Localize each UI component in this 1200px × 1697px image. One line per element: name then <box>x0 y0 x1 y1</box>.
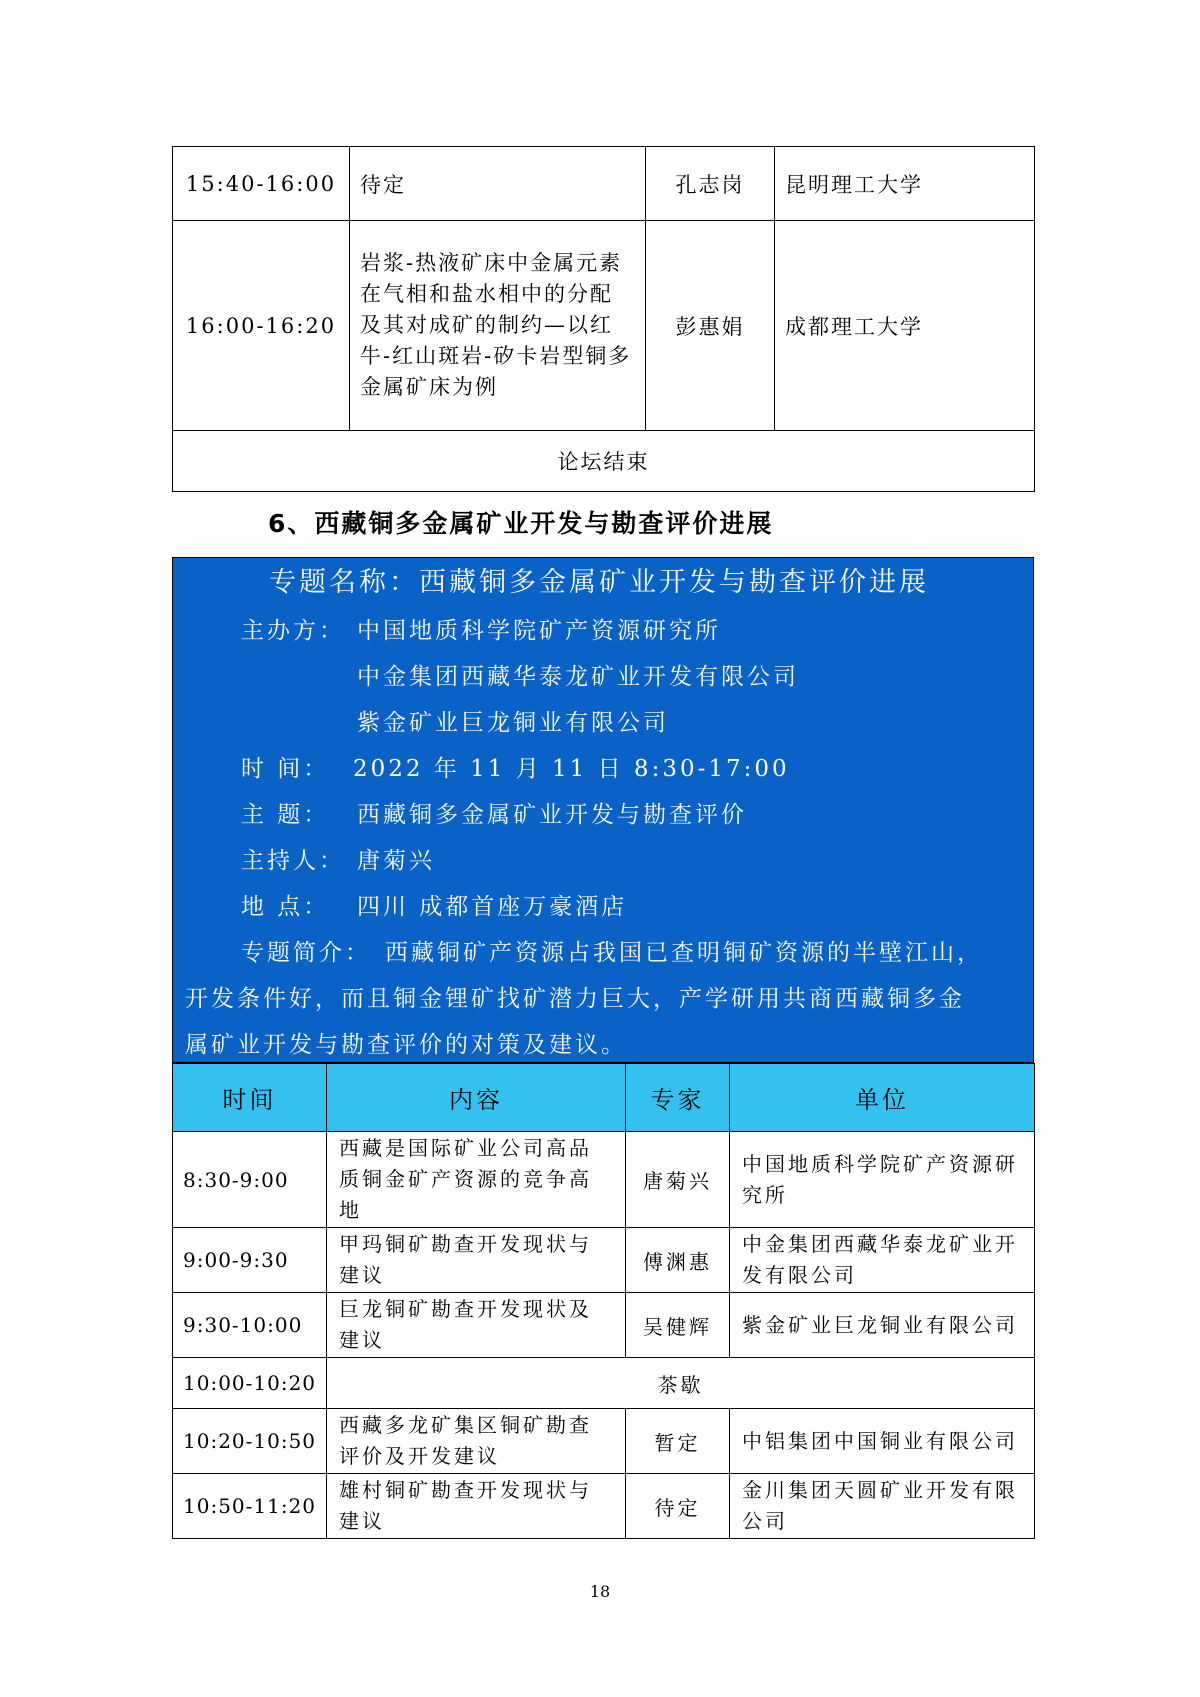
header-content: 内容 <box>327 1064 626 1132</box>
table-row <box>173 147 1035 221</box>
table-row <box>173 431 1035 492</box>
intro-line-3: 属矿业开发与勘查评价的对策及建议。 <box>185 1032 627 1058</box>
expert-cell: 暂定 <box>626 1409 730 1474</box>
table-row <box>173 1474 1035 1539</box>
speaker-cell: 彭惠娟 <box>646 221 775 431</box>
moderator-value: 唐菊兴 <box>357 848 435 874</box>
host-3: 紫金矿业巨龙铜业有限公司 <box>357 710 669 736</box>
content-cell: 甲玛铜矿勘查开发现状与建议 <box>327 1228 626 1293</box>
expert-cell: 待定 <box>626 1474 730 1539</box>
session-title: 专题名称：西藏铜多金属矿业开发与勘查评价进展 <box>269 567 929 598</box>
content-cell: 西藏多龙矿集区铜矿勘查评价及开发建议 <box>327 1409 626 1474</box>
theme-value: 西藏铜多金属矿业开发与勘查评价 <box>357 802 747 828</box>
header-unit: 单位 <box>730 1064 1035 1132</box>
expert-cell: 唐菊兴 <box>626 1132 730 1228</box>
unit-cell: 中金集团西藏华泰龙矿业开发有限公司 <box>730 1228 1035 1293</box>
time-cell: 16:00-16:20 <box>173 221 350 431</box>
table-row <box>173 1293 1035 1358</box>
time-cell: 10:00-10:20 <box>173 1358 327 1409</box>
table-row <box>173 1132 1035 1228</box>
session-info-box <box>172 557 1034 1063</box>
unit-cell: 中铝集团中国铜业有限公司 <box>730 1409 1035 1474</box>
section-heading: 6、西藏铜多金属矿业开发与勘查评价进展 <box>268 509 774 538</box>
expert-cell: 吴健辉 <box>626 1293 730 1358</box>
intro-line-1: 西藏铜矿产资源占我国已查明铜矿资源的半壁江山， <box>385 940 983 966</box>
unit-cell: 成都理工大学 <box>775 221 1035 431</box>
host-1: 中国地质科学院矿产资源研究所 <box>357 618 721 644</box>
time-cell: 8:30-9:00 <box>173 1132 327 1228</box>
time-value: 2022 年 11 月 11 日 8:30-17:00 <box>353 756 790 782</box>
time-cell: 10:20-10:50 <box>173 1409 327 1474</box>
location-label: 地 点： <box>241 894 330 920</box>
session-schedule-table <box>172 1063 1035 1539</box>
forum-end-cell: 论坛结束 <box>173 431 1035 492</box>
time-label: 时 间： <box>241 756 330 782</box>
tea-break-cell: 茶歇 <box>327 1358 1035 1409</box>
header-time: 时间 <box>173 1064 327 1132</box>
location-value: 四川 成都首座万豪酒店 <box>357 894 628 920</box>
time-cell: 9:00-9:30 <box>173 1228 327 1293</box>
table-row <box>173 1228 1035 1293</box>
table-header-row <box>173 1064 1035 1132</box>
title-cell: 岩浆-热液矿床中金属元素在气相和盐水相中的分配及其对成矿的制约—以红牛-红山斑岩-矽卡岩型铜多金属矿床为例 <box>350 221 646 431</box>
theme-label: 主 题： <box>241 802 330 828</box>
table-row-break <box>173 1358 1035 1409</box>
unit-cell: 中国地质科学院矿产资源研究所 <box>730 1132 1035 1228</box>
host-label: 主办方： <box>241 618 345 644</box>
time-cell: 9:30-10:00 <box>173 1293 327 1358</box>
table-row <box>173 221 1035 431</box>
moderator-label: 主持人： <box>241 848 345 874</box>
page-number: 18 <box>589 1582 611 1601</box>
content-cell: 雄村铜矿勘查开发现状与建议 <box>327 1474 626 1539</box>
expert-cell: 傅渊惠 <box>626 1228 730 1293</box>
unit-cell: 金川集团天圆矿业开发有限公司 <box>730 1474 1035 1539</box>
unit-cell: 紫金矿业巨龙铜业有限公司 <box>730 1293 1035 1358</box>
speaker-cell: 孔志岗 <box>646 147 775 221</box>
intro-label: 专题简介： <box>241 940 371 966</box>
header-expert: 专家 <box>626 1064 730 1132</box>
intro-line-2: 开发条件好，而且铜金锂矿找矿潜力巨大，产学研用共商西藏铜多金 <box>185 986 965 1012</box>
content-cell: 巨龙铜矿勘查开发现状及建议 <box>327 1293 626 1358</box>
table-row <box>173 1409 1035 1474</box>
unit-cell: 昆明理工大学 <box>775 147 1035 221</box>
host-2: 中金集团西藏华泰龙矿业开发有限公司 <box>357 664 799 690</box>
time-cell: 15:40-16:00 <box>173 147 350 221</box>
top-schedule-table <box>172 146 1035 492</box>
title-cell: 待定 <box>350 147 646 221</box>
time-cell: 10:50-11:20 <box>173 1474 327 1539</box>
content-cell: 西藏是国际矿业公司高品质铜金矿产资源的竞争高地 <box>327 1132 626 1228</box>
